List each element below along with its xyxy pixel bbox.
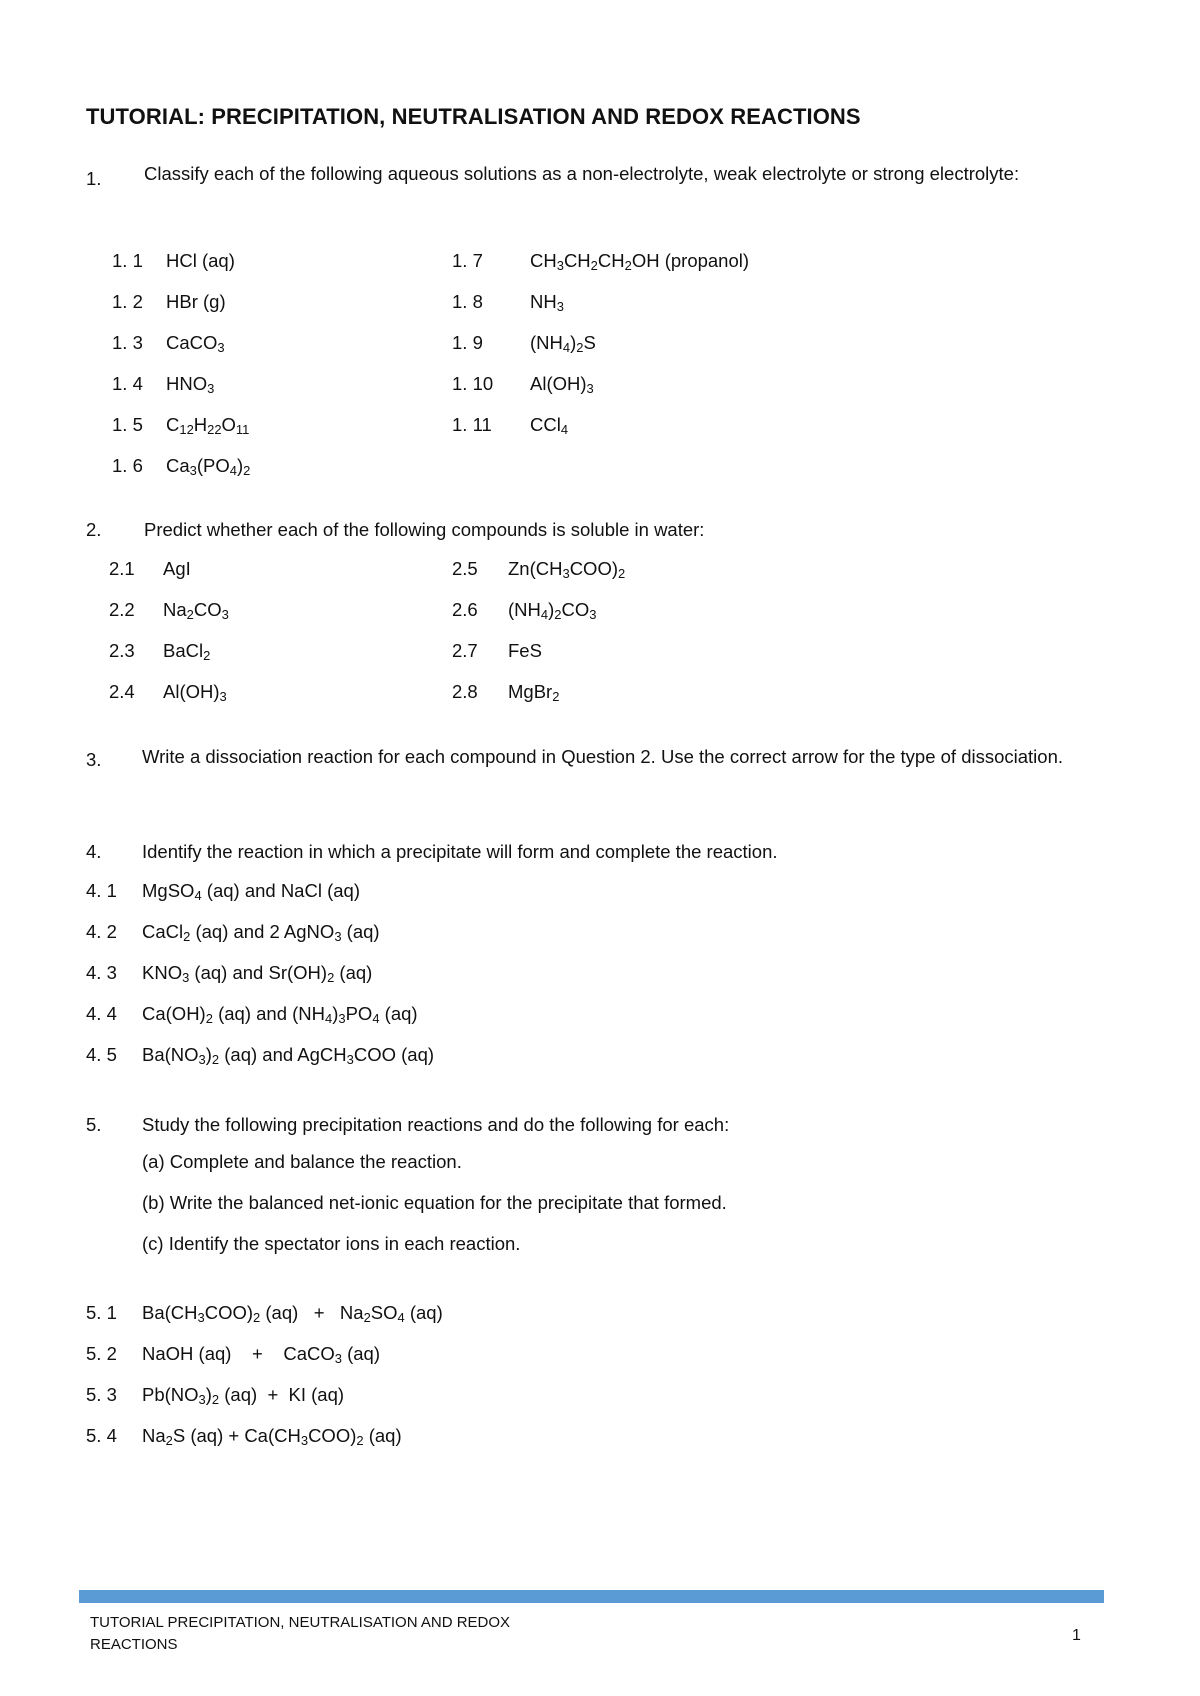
item-formula: $Al(OH)_3$ [530, 373, 594, 397]
item-formula: $(NH_4)_2S$ [530, 332, 596, 356]
item-formula: CaCO$_3$ [166, 332, 225, 356]
item-label: 2.7 [452, 640, 478, 661]
subpart-b: (b) Write the balanced net-ionic equation for the precipitate that formed. [142, 1192, 727, 1213]
item-label: 1. 1 [112, 250, 143, 271]
item-label: 4. 3 [86, 962, 117, 983]
question-text: Classify each of the following aqueous solutions as a non-electrolyte, weak electrolyte or strong electrolyte: [144, 163, 1020, 184]
item-label: 4. 1 [86, 880, 117, 901]
page-number: 1 [1072, 1627, 1081, 1644]
question-1 [86, 164, 1096, 234]
question-3 [86, 745, 1086, 815]
item-formula: MgSO$_4$ (aq) and NaCl (aq) [142, 880, 360, 904]
item-label: 1. 3 [112, 332, 143, 353]
subpart-c: (c) Identify the spectator ions in each reaction. [142, 1233, 521, 1254]
subpart-a: (a) Complete and balance the reaction. [142, 1151, 462, 1172]
item-label: 1. 11 [452, 414, 492, 435]
item-formula: $Ba(NO_3)_2$ (aq) and AgCH$_3$COO (aq) [142, 1044, 435, 1068]
item-label: 2.2 [109, 599, 135, 620]
question-text: Identify the reaction in which a precipitate will form and complete the reaction. [142, 841, 778, 862]
question-4 [86, 837, 1096, 867]
item-formula: $Ba(CH_3COO)_2$ $(aq) + Na_2SO_4$ (aq) [142, 1302, 443, 1326]
item-formula: $Ca_3(PO_4)_2$ [166, 455, 251, 479]
item-label: 2.6 [452, 599, 478, 620]
item-formula: HCl (aq) [166, 250, 235, 271]
question-2 [86, 515, 1096, 545]
item-label: 2.3 [109, 640, 135, 661]
page-title: TUTORIAL: PRECIPITATION, NEUTRALISATION AND REDOX REACTIONS [86, 104, 861, 129]
item-formula: $CH_3CH_2CH_2OH$ (propanol) [530, 250, 750, 274]
item-label: 1. 4 [112, 373, 143, 394]
item-label: 5. 1 [86, 1302, 117, 1323]
item-label: 1. 2 [112, 291, 143, 312]
question-text: Study the following precipitation reactions and do the following for each: [142, 1114, 730, 1135]
item-label: 1. 9 [452, 332, 483, 353]
item-formula: $Na_2CO_3$ [163, 599, 229, 623]
item-formula: BaCl$_2$ [163, 640, 211, 664]
item-label: 5. 3 [86, 1384, 117, 1405]
item-formula: $Pb(NO_3)_2$ (aq) + KI (aq) [142, 1384, 345, 1408]
item-label: 5. 2 [86, 1343, 117, 1364]
item-label: 2.1 [109, 558, 135, 579]
item-formula: CCl$_4$ [530, 414, 569, 438]
footer-divider [79, 1590, 1104, 1603]
item-formula: $(NH_4)_2CO_3$ [508, 599, 597, 623]
question-number: 3. [86, 749, 102, 770]
item-formula: $C_{12}H_{22}O_{11}$ [166, 414, 250, 438]
item-formula: $Ca(OH)_2$ (aq) and $(NH_4)_3PO_4$ (aq) [142, 1003, 418, 1027]
question-text: Predict whether each of the following compounds is soluble in water: [144, 519, 705, 540]
item-label: 1. 7 [452, 250, 483, 271]
item-label: 1. 6 [112, 455, 143, 476]
item-formula: NaOH (aq) + CaCO$_3$ (aq) [142, 1343, 381, 1367]
question-number: 5. [86, 1114, 102, 1135]
item-label: 4. 5 [86, 1044, 117, 1065]
question-number: 4. [86, 841, 102, 862]
question-5 [86, 1110, 1096, 1140]
item-label: 1. 5 [112, 414, 143, 435]
item-formula: HBr (g) [166, 291, 226, 312]
item-formula: $Na_2S$ $(aq) + Ca(CH_3COO)_2$ (aq) [142, 1425, 402, 1449]
item-formula: AgI [163, 558, 191, 579]
item-formula: $Zn(CH_3COO)_2$ [508, 558, 626, 582]
item-label: 1. 10 [452, 373, 494, 394]
item-label: 4. 4 [86, 1003, 117, 1024]
item-label: 5. 4 [86, 1425, 117, 1446]
item-label: 4. 2 [86, 921, 117, 942]
item-label: 1. 8 [452, 291, 483, 312]
item-formula: $HNO_3$ [166, 373, 215, 397]
item-formula: CaCl$_2$ (aq) and 2 AgNO$_3$ (aq) [142, 921, 380, 945]
item-formula: $Al(OH)_3$ [163, 681, 227, 705]
item-label: 2.8 [452, 681, 478, 702]
item-formula: FeS [508, 640, 542, 661]
item-formula: $NH_3$ [530, 291, 564, 315]
question-number: 1. [86, 168, 102, 189]
item-label: 2.4 [109, 681, 135, 702]
item-formula: $KNO_3$ (aq) and $Sr(OH)_2$ (aq) [142, 962, 373, 986]
item-formula: MgBr$_2$ [508, 681, 560, 705]
question-number: 2. [86, 519, 102, 540]
question-text: Write a dissociation reaction for each compound in Question 2. Use the correct arrow for the type of dissociation. [142, 746, 1064, 767]
footer-title: TUTORIAL PRECIPITATION, NEUTRALISATION AND REDOX REACTIONS [90, 1614, 511, 1653]
item-label: 2.5 [452, 558, 478, 579]
